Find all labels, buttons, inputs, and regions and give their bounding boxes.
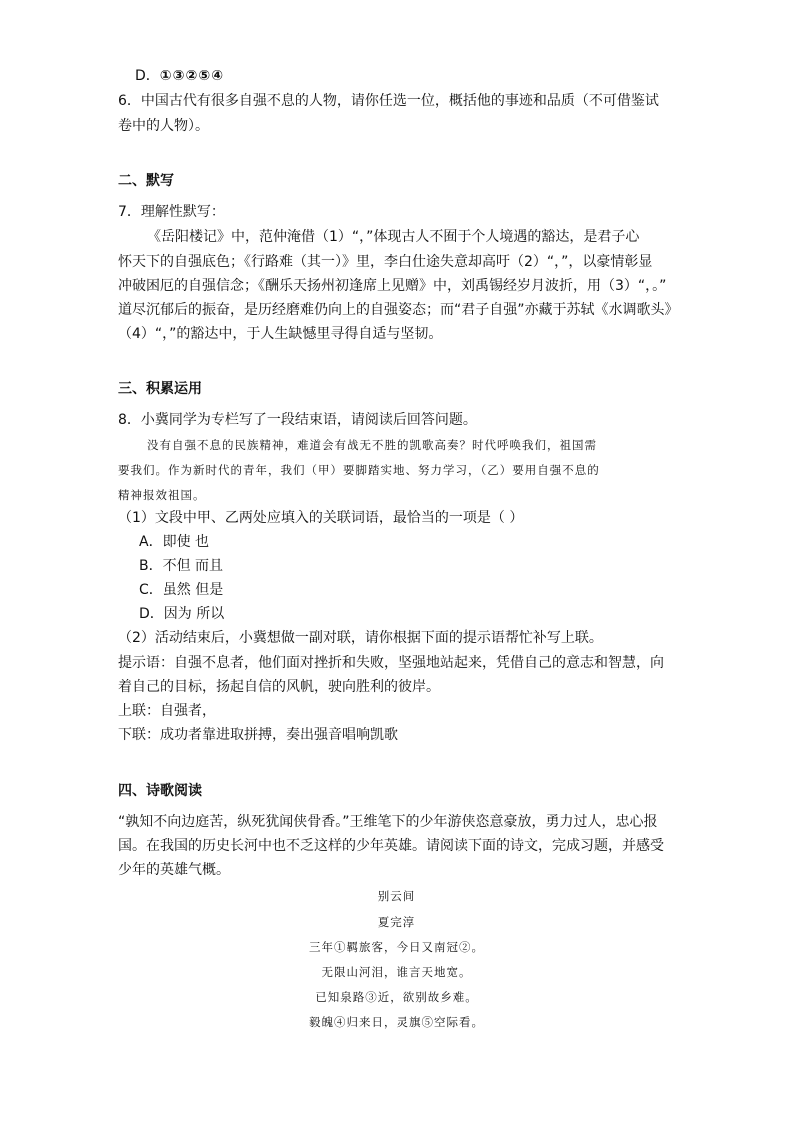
q7-line-4: 道尽沉郁后的振奋，是历经磨难仍向上的自强姿态；而“君子自强”亦藏于苏轼《水调歌头》	[118, 302, 679, 318]
q7-title: 7．理解性默写：	[118, 204, 225, 220]
section-heading-dictation: 二、默写	[118, 173, 174, 189]
q8-title: 8．小冀同学为专栏写了一段结束语，请阅读后回答问题。	[118, 412, 477, 428]
option-d-letter: D．	[135, 68, 160, 84]
poem-line-2: 无限山河泪，谁言天地宽。	[321, 965, 472, 979]
q8-sub2-question: （2）活动结束后，小冀想做一副对联，请你根据下面的提示语帮忙补写上联。	[118, 630, 603, 646]
q7-line-5: （4）“，”的豁达中，于人生缺憾里寻得自适与坚韧。	[118, 326, 443, 342]
poem-line-3: 已知泉路③近，欲别故乡难。	[315, 990, 478, 1004]
q6-text-line-2: 卷中的人物）。	[118, 118, 209, 134]
q8-option-c: C．虽然 但是	[139, 582, 224, 598]
poem-line-1: 三年①羁旅客，今日又南冠②。	[309, 940, 484, 954]
q8-sub1-question: （1）文段中甲、乙两处应填入的关联词语，最恰当的一项是（ ）	[118, 510, 524, 526]
section-heading-accumulation: 三、积累运用	[118, 381, 202, 397]
q7-line-3: 冲破困厄的自强信念；《酬乐天扬州初逢席上见赠》中，刘禹锡经岁月波折，用（3）“，。”	[118, 278, 667, 294]
q5-option-d	[135, 66, 224, 86]
upper-couplet: 上联：自强者，	[118, 703, 216, 719]
q6-text-line-1: 6．中国古代有很多自强不息的人物，请你任选一位，概括他的事迹和品质（不可借鉴试	[118, 93, 659, 109]
q8-passage-line-1: 没有自强不息的民族精神，难道会有战无不胜的凯歌高奏？时代呼唤我们，祖国需	[147, 438, 597, 452]
section-heading-poetry: 四、诗歌阅读	[118, 783, 202, 799]
q8-passage-line-2: 要我们。作为新时代的青年，我们（甲）要脚踏实地、努力学习，（乙）要用自强不息的	[118, 463, 600, 477]
q8-passage-line-3: 精神报效祖国。	[118, 488, 206, 502]
poem-line-4: 毅魄④归来日，灵旗⑤空际看。	[309, 1015, 484, 1029]
q8-option-d: D．因为 所以	[139, 606, 225, 622]
q8-hint-line-1: 提示语：自强不息者，他们面对挫折和失败，坚强地站起来，凭借自己的意志和智慧，向	[118, 655, 664, 671]
poetry-intro-line-1: “孰知不向边庭苦，纵死犹闻侠骨香。”王维笔下的少年游侠恣意豪放，勇力过人，忠心报	[118, 814, 658, 830]
poetry-intro-line-3: 少年的英雄气概。	[118, 862, 230, 878]
poetry-intro-line-2: 国。在我国的历史长河中也不乏这样的少年英雄。请阅读下面的诗文，完成习题，并感受	[118, 838, 664, 854]
q8-hint-line-2: 着自己的目标，扬起自信的风帆，驶向胜利的彼岸。	[118, 679, 440, 695]
q7-line-1: 《岳阳楼记》中，范仲淹借（1）“，”体现古人不囿于个人境遇的豁达，是君子心	[147, 229, 640, 245]
q7-line-2: 怀天下的自强底色；《行路难（其一）》里，李白仕途失意却高吁（2）“，”，以豪情彰显	[118, 254, 653, 270]
q8-option-a: A．即使 也	[139, 534, 210, 550]
poem-title: 别云间	[377, 889, 416, 903]
q8-option-b: B．不但 而且	[139, 558, 224, 574]
option-d-sequence: ①③②⑤④	[159, 68, 225, 84]
lower-couplet: 下联：成功者靠进取拼搏，奏出强音唱响凯歌	[118, 727, 398, 743]
poem-author: 夏完淳	[377, 915, 416, 929]
